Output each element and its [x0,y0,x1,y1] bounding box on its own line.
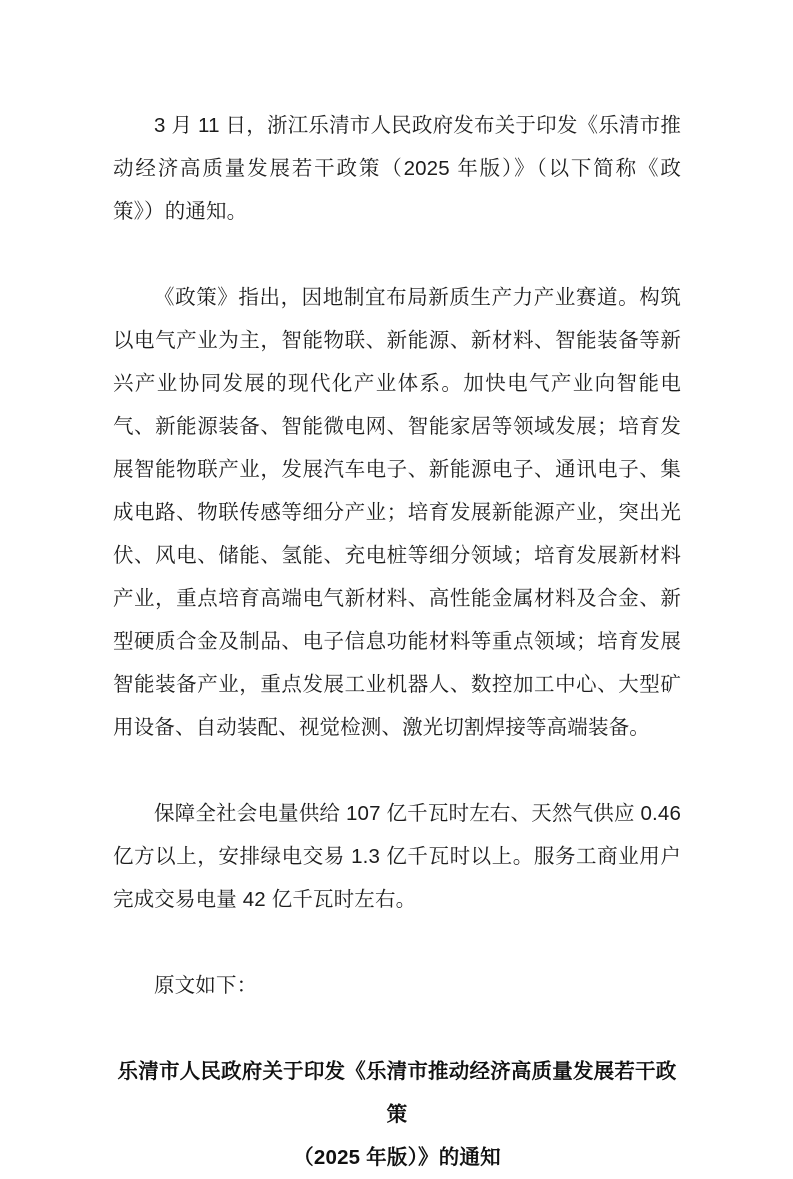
notice-title-block [113,1050,681,1179]
document-body [113,104,681,1179]
notice-title-line-1: 乐清市人民政府关于印发《乐清市推动经济高质量发展若干政策 [117,1060,677,1126]
paragraph-original-text-label: 原文如下： [154,974,258,997]
paragraph-lead: 3 月 11 日，浙江乐清市人民政府发布关于印发《乐清市推动经济高质量发展若干政策（2025 年版）》（以下简称《政策》）的通知。 [113,114,681,223]
notice-title [113,1050,681,1179]
notice-title-line-2: （2025 年版）》的通知 [293,1146,501,1169]
paragraph-policy-industries: 《政策》指出，因地制宜布局新质生产力产业赛道。构筑以电气产业为主，智能物联、新能源、新材料、智能装备等新兴产业协同发展的现代化产业体系。加快电气产业向智能电气、新能源装备、智能微电网、智能家居等领域发展；培育发展智能物联产业，发展汽车电子、新能源电子、通讯电子、集成电路、物联传感等细分产业；培育发展新能源产业，突出光伏、风电、储能、氢能、充电桩等细分领域；培育发展新材料产业，重点培育高端电气新材料、高性能金属材料及合金、新型硬质合金及制品、电子信息功能材料等重点领域；培育发展智能装备产业，重点发展工业机器人、数控加工中心、大型矿用设备、自动装配、视觉检测、激光切割焊接等高端装备。 [113,286,681,739]
paragraph-energy-supply: 保障全社会电量供给 107 亿千瓦时左右、天然气供应 0.46 亿方以上，安排绿电交易 1.3 亿千瓦时以上。服务工商业用户完成交易电量 42 亿千瓦时左右。 [113,802,681,911]
